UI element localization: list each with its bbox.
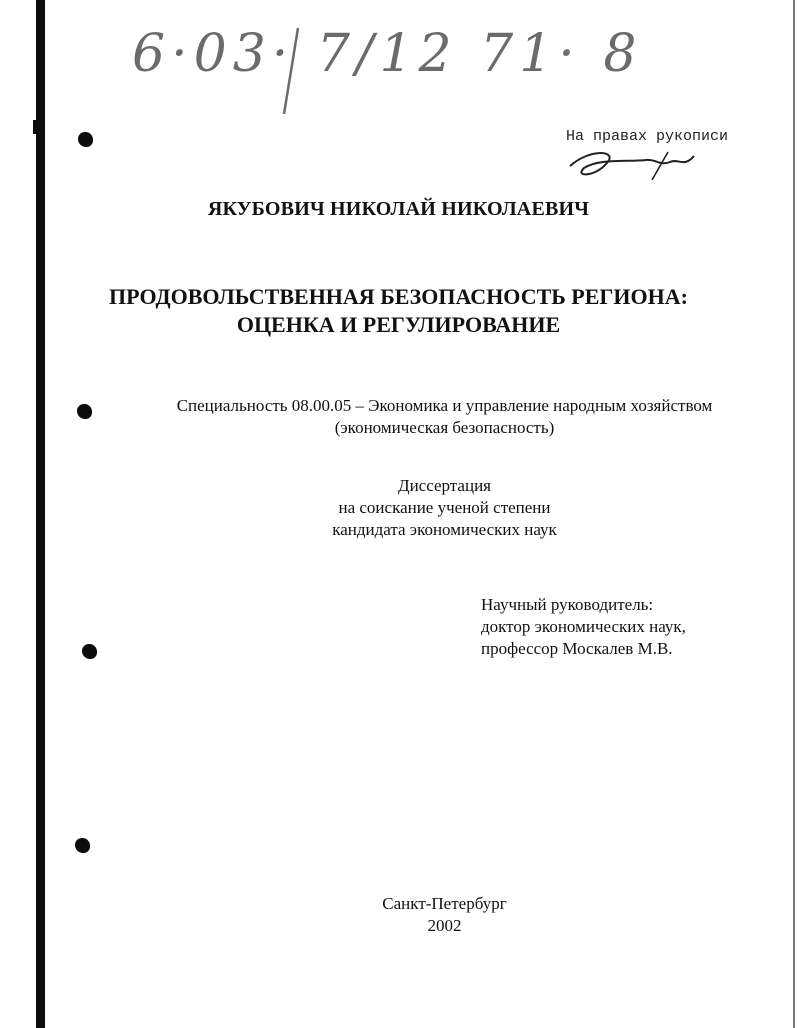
author-name: ЯКУБОВИЧ НИКОЛАЙ НИКОЛАЕВИЧ (207, 198, 590, 220)
degree-line-3: кандидата экономических наук (332, 520, 557, 539)
specialty-line-2: (экономическая безопасность) (334, 418, 555, 437)
handwritten-code-text: 6·03· 7/12 71· 8 (132, 24, 643, 84)
handwritten-archive-code (112, 8, 643, 120)
advisor-block (481, 594, 781, 660)
scan-binding-notch (33, 120, 39, 134)
punch-hole-3 (82, 644, 97, 659)
advisor-line-2: доктор экономических наук, (481, 617, 686, 636)
advisor-line-3: профессор Москалев М.В. (481, 639, 673, 658)
degree-line-1: Диссертация (397, 476, 491, 495)
advisor-line-1: Научный руководитель: (481, 595, 654, 614)
specialty-block (0, 395, 797, 439)
punch-hole-1 (78, 132, 93, 147)
degree-line-2: на соискание ученой степени (338, 498, 551, 517)
specialty-line-1: Специальность 08.00.05 – Экономика и управление народным хозяйством (176, 396, 713, 415)
manuscript-note: На правах рукописи (566, 128, 729, 145)
degree-block (0, 475, 797, 541)
footer-place-year (0, 893, 797, 937)
footer-city: Санкт-Петербург (382, 894, 507, 913)
footer-year: 2002 (427, 916, 462, 935)
title-line-2: ОЦЕНКА И РЕГУЛИРОВАНИЕ (236, 312, 561, 337)
punch-hole-4 (75, 838, 90, 853)
dissertation-title (0, 283, 797, 339)
signature-mark (560, 140, 710, 188)
title-line-1: ПРОДОВОЛЬСТВЕННАЯ БЕЗОПАСНОСТЬ РЕГИОНА: (109, 284, 688, 309)
